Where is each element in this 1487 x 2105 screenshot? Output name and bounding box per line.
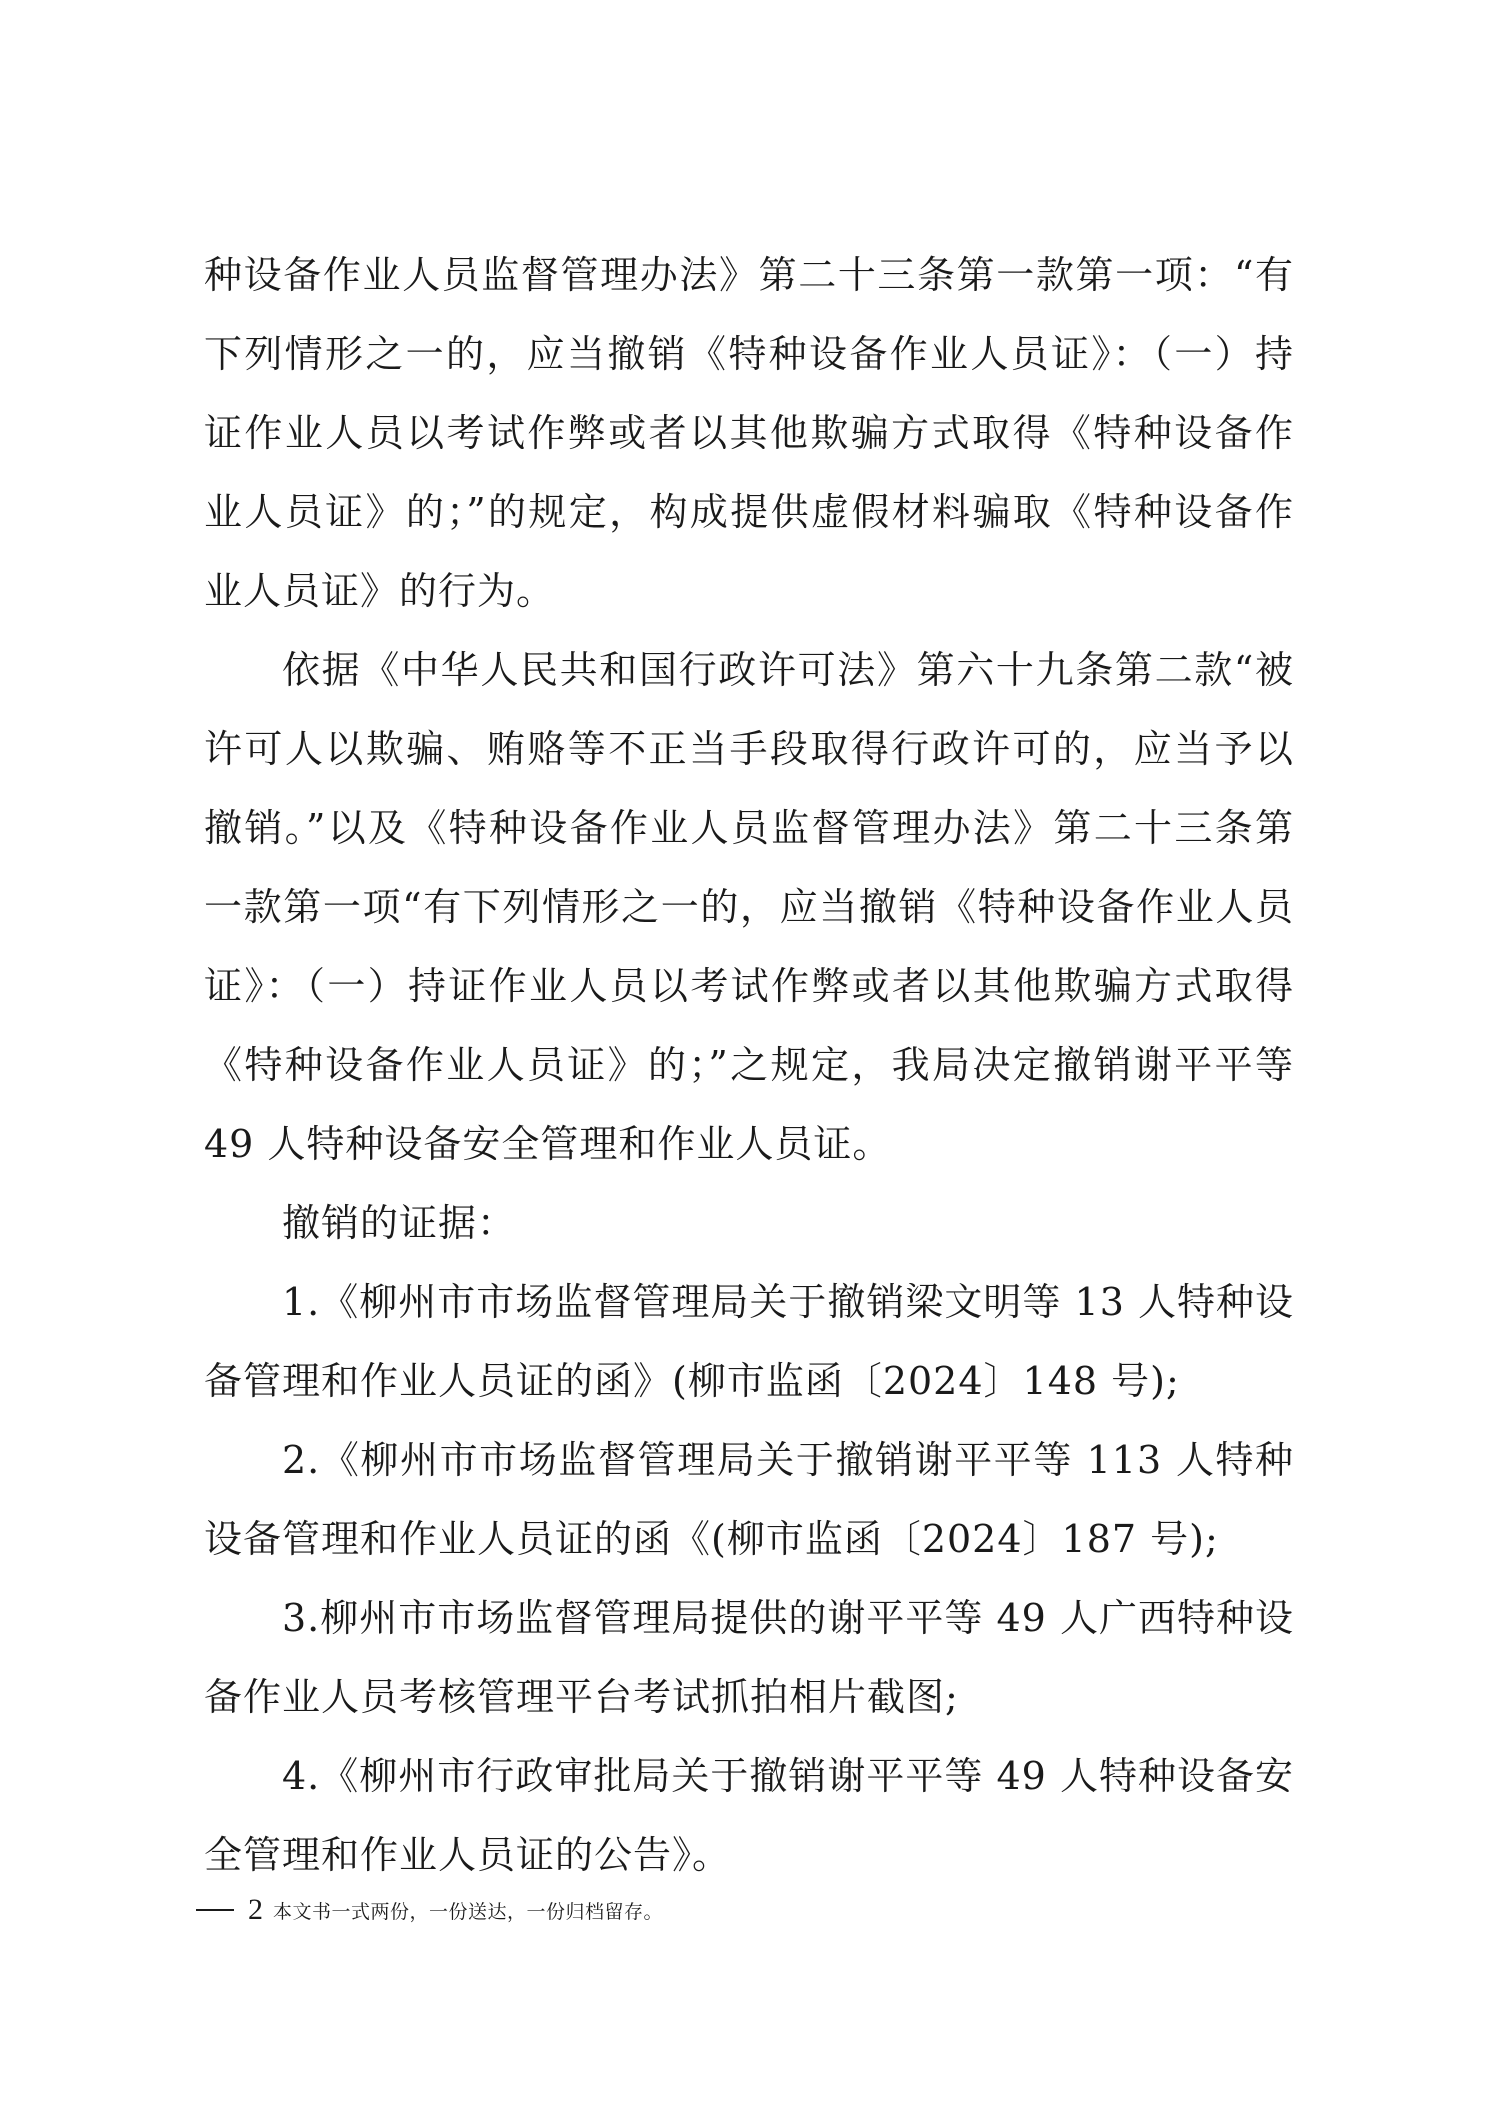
page-footer <box>196 1892 663 1928</box>
evidence-heading: 撤销的证据： <box>282 1201 517 1245</box>
evidence-item-1: 1.《柳州市市场监督管理局关于撤销梁文明等 13 人特种设备管理和作业人员证的函》(柳市监函〔2024〕148 号); <box>204 1280 1294 1403</box>
document-body <box>204 236 1294 1895</box>
evidence-item-4: 4.《柳州市行政审批局关于撤销谢平平等 49 人特种设备安全管理和作业人员证的公告》。 <box>204 1754 1294 1877</box>
evidence-item-2: 2.《柳州市市场监督管理局关于撤销谢平平等 113 人特种设备管理和作业人员证的函《(柳市监函〔2024〕187 号); <box>204 1438 1294 1561</box>
footer-note: 本文书一式两份，一份送达，一份归档留存。 <box>273 1900 664 1923</box>
evidence-item-3: 3.柳州市市场监督管理局提供的谢平平等 49 人广西特种设备作业人员考核管理平台考试抓拍相片截图; <box>204 1596 1294 1719</box>
footer-dash <box>196 1909 234 1911</box>
paragraph-2: 依据《中华人民共和国行政许可法》第六十九条第二款“被许可人以欺骗、贿赂等不正当手段取得行政许可的，应当予以撤销。”以及《特种设备作业人员监督管理办法》第二十三条第一款第一项“有下列情形之一的，应当撤销《特种设备作业人员证》：（一）持证作业人员以考试作弊或者以其他欺骗方式取得《特种设备作业人员证》的；”之规定，我局决定撤销谢平平等 49 人特种设备安全管理和作业人员证。 <box>204 648 1294 1166</box>
paragraph-1: 种设备作业人员监督管理办法》第二十三条第一款第一项：“有下列情形之一的，应当撤销《特种设备作业人员证》：（一）持证作业人员以考试作弊或者以其他欺骗方式取得《特种设备作业人员证》的；”的规定，构成提供虚假材料骗取《特种设备作业人员证》的行为。 <box>204 253 1294 613</box>
page-number: 2 <box>248 1893 263 1926</box>
